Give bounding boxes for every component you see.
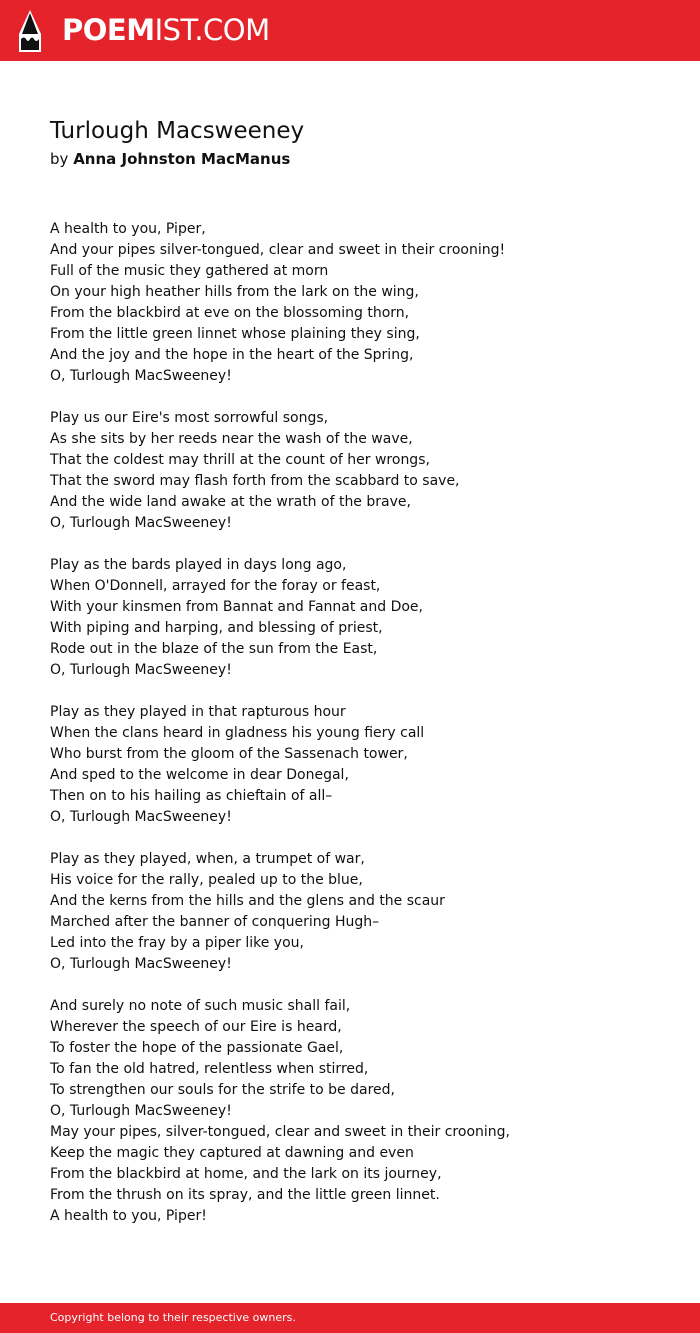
poem-line: And the kerns from the hills and the glens and the scaur [50, 893, 445, 909]
logo-bold-text: POEM [62, 13, 155, 47]
poem-line: Wherever the speech of our Eire is heard, [50, 1019, 342, 1035]
poem-line: From the blackbird at home, and the lark on its journey, [50, 1166, 442, 1182]
poem-line: And the wide land awake at the wrath of the brave, [50, 494, 411, 510]
poem-line: To strengthen our souls for the strife to be dared, [50, 1082, 395, 1098]
poem-line: Play as the bards played in days long ago, [50, 557, 347, 573]
poem-line: When O'Donnell, arrayed for the foray or feast, [50, 578, 381, 594]
poem-line: And your pipes silver-tongued, clear and sweet in their crooning! [50, 242, 506, 258]
poem-line: Marched after the banner of conquering Hugh– [50, 914, 380, 930]
poem-line: May your pipes, silver-tongued, clear and sweet in their crooning, [50, 1124, 510, 1140]
poem-stanza [50, 849, 670, 975]
poem-stanza [50, 555, 670, 681]
poem-line: To fan the old hatred, relentless when stirred, [50, 1061, 369, 1077]
poem-line: A health to you, Piper! [50, 1208, 207, 1224]
poem-line: Play as they played, when, a trumpet of war, [50, 851, 365, 867]
poem-line: And the joy and the hope in the heart of the Spring, [50, 347, 414, 363]
poem-line: From the little green linnet whose plaining they sing, [50, 326, 420, 342]
poem-line: Keep the magic they captured at dawning and even [50, 1145, 414, 1161]
poem-line: Full of the music they gathered at morn [50, 263, 329, 279]
poem-line: O, Turlough MacSweeney! [50, 368, 232, 384]
poem-title: Turlough Macsweeney [50, 118, 305, 144]
poem-line: And sped to the welcome in dear Donegal, [50, 767, 349, 783]
poem-stanza [50, 219, 670, 387]
site-logo-text[interactable] [62, 12, 270, 48]
poem-line: That the coldest may thrill at the count of her wrongs, [50, 452, 430, 468]
poem-line: To foster the hope of the passionate Gael, [50, 1040, 344, 1056]
poem-line: On your high heather hills from the lark on the wing, [50, 284, 419, 300]
poem-line: With piping and harping, and blessing of priest, [50, 620, 383, 636]
poem-line: As she sits by her reeds near the wash of the wave, [50, 431, 413, 447]
poem-line: From the blackbird at eve on the blossoming thorn, [50, 305, 410, 321]
poem-line: O, Turlough MacSweeney! [50, 956, 232, 972]
poem-line: When the clans heard in gladness his young fiery call [50, 725, 425, 741]
poem-body [50, 219, 670, 1227]
poem-line: With your kinsmen from Bannat and Fannat and Doe, [50, 599, 423, 615]
poem-line: A health to you, Piper, [50, 221, 206, 237]
copyright-text: Copyright belong to their respective owners. [50, 1311, 296, 1324]
poem-line: O, Turlough MacSweeney! [50, 1103, 232, 1119]
poem-byline [50, 148, 290, 170]
site-header [0, 0, 700, 61]
poem-line: O, Turlough MacSweeney! [50, 662, 232, 678]
pencil-logo-icon[interactable] [16, 9, 44, 53]
poem-line: Then on to his hailing as chieftain of all– [50, 788, 333, 804]
poem-author: Anna Johnston MacManus [73, 150, 291, 168]
poem-line: From the thrush on its spray, and the little green linnet. [50, 1187, 440, 1203]
poem-line: O, Turlough MacSweeney! [50, 809, 232, 825]
poem-line: Rode out in the blaze of the sun from the East, [50, 641, 378, 657]
byline-prefix: by [50, 150, 69, 168]
poem-stanza [50, 408, 670, 534]
site-footer [0, 1303, 700, 1333]
logo-light-text: IST.COM [154, 13, 270, 47]
poem-line: Led into the fray by a piper like you, [50, 935, 304, 951]
poem-line: Play as they played in that rapturous hour [50, 704, 346, 720]
poem-line: His voice for the rally, pealed up to the blue, [50, 872, 363, 888]
poem-line: Play us our Eire's most sorrowful songs, [50, 410, 329, 426]
poem-line: Who burst from the gloom of the Sassenach tower, [50, 746, 408, 762]
poem-stanza [50, 996, 670, 1227]
poem-stanza [50, 702, 670, 828]
poem-line: That the sword may flash forth from the scabbard to save, [50, 473, 460, 489]
poem-line: And surely no note of such music shall fail, [50, 998, 351, 1014]
poem-line: O, Turlough MacSweeney! [50, 515, 232, 531]
